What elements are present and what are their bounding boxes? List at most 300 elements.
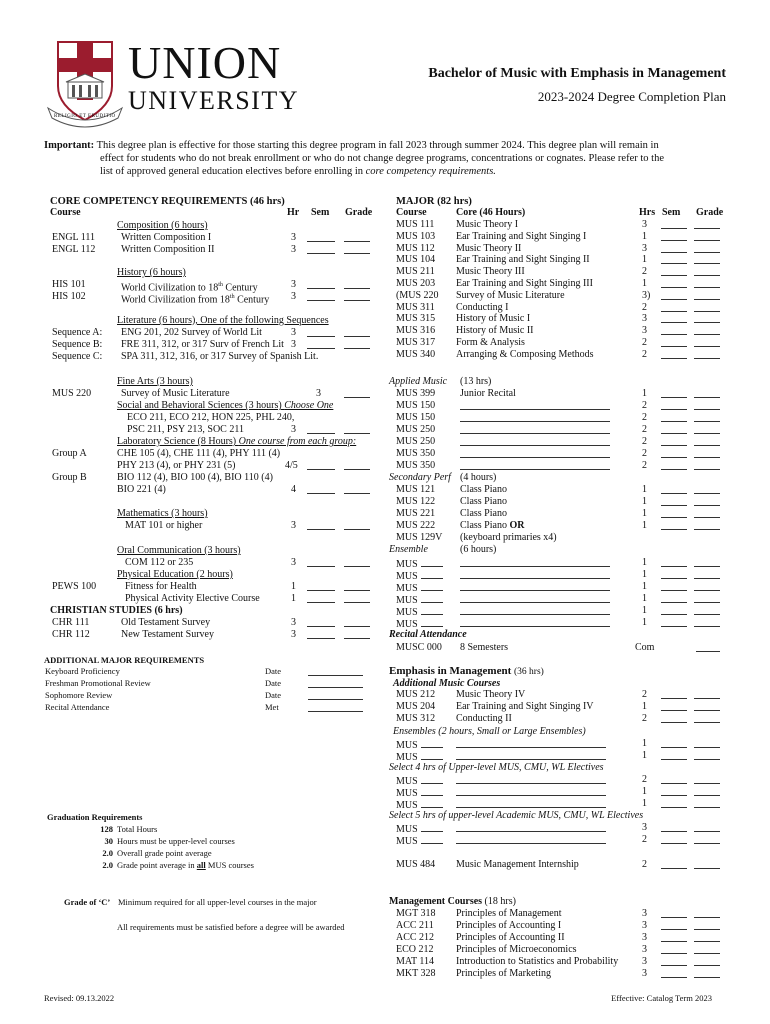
course-row	[0, 956, 770, 968]
course-row	[0, 689, 770, 701]
sem-blank[interactable]	[661, 822, 687, 832]
graduation-text-c: MUS courses	[205, 860, 254, 870]
course-code-text: MUS 121	[396, 484, 436, 495]
mgmt-hrs: (18 hrs)	[484, 896, 516, 907]
sem-blank[interactable]	[661, 278, 687, 288]
course-number-blank[interactable]	[421, 617, 443, 627]
course-name	[456, 944, 577, 956]
add-music-label: Additional Music Courses	[393, 678, 501, 689]
course-code	[396, 834, 443, 848]
course-code-text: MUS 112	[396, 242, 435, 254]
course-name-blank[interactable]	[456, 750, 606, 760]
course-number-blank[interactable]	[421, 569, 443, 579]
grade-blank[interactable]	[694, 496, 720, 506]
course-row	[0, 593, 770, 605]
course-row	[0, 325, 770, 337]
course-name-blank[interactable]	[460, 581, 610, 591]
course-code	[396, 412, 435, 424]
additional-label: Keyboard Proficiency	[45, 666, 120, 676]
grade-blank[interactable]	[694, 325, 720, 335]
sem-blank[interactable]	[661, 557, 687, 567]
course-row	[0, 908, 770, 920]
course-hr: 2	[642, 266, 647, 278]
course-hr: 1	[642, 593, 647, 604]
course-row	[0, 834, 770, 846]
course-name-blank[interactable]	[460, 593, 610, 603]
course-row	[0, 313, 770, 325]
sem-blank[interactable]	[661, 908, 687, 918]
grade-blank[interactable]	[694, 254, 720, 264]
course-name-text: Ear Training and Sight Singing III	[456, 278, 593, 289]
course-code-text: MUS 212	[396, 689, 436, 700]
logo-line1: UNION	[128, 37, 282, 88]
course-name-text: Conducting II	[456, 713, 512, 724]
course-name-blank[interactable]	[456, 786, 606, 796]
course-code-text: MUS 203	[396, 278, 436, 289]
course-code	[396, 302, 435, 314]
grade-blank[interactable]	[694, 508, 720, 518]
grade-blank[interactable]	[694, 484, 720, 494]
course-number-blank[interactable]	[421, 605, 443, 615]
sem-blank[interactable]	[661, 701, 687, 711]
course-name-text: History of Music I	[456, 313, 531, 325]
course-hr: 3	[291, 557, 296, 568]
graduation-text-b: all	[196, 860, 206, 870]
grade-blank[interactable]	[694, 219, 720, 229]
grade-blank[interactable]	[694, 388, 720, 398]
course-number-blank[interactable]	[421, 593, 443, 603]
graduation-row	[0, 847, 380, 859]
sem-blank[interactable]	[661, 968, 687, 978]
ordinal-suffix: th	[229, 294, 235, 300]
sem-blank[interactable]	[661, 219, 687, 229]
course-hr: 2	[642, 400, 647, 411]
course-code	[396, 956, 434, 968]
gradec-text: Minimum required for all upper-level courses in the major	[118, 897, 317, 907]
sem-blank[interactable]	[661, 496, 687, 506]
course-name: COM 112 or 235	[125, 557, 194, 568]
course-hr: 1	[642, 605, 647, 616]
course-hr: 2	[642, 689, 647, 700]
grade-blank[interactable]	[694, 822, 720, 832]
course-hr: 2	[642, 337, 647, 348]
grade-blank[interactable]	[694, 774, 720, 784]
graduation-num: 128	[100, 824, 113, 834]
sem-blank[interactable]	[661, 834, 687, 844]
course-number-blank[interactable]	[421, 798, 443, 808]
grade-blank[interactable]	[694, 908, 720, 918]
sem-blank[interactable]	[661, 448, 687, 458]
course-code: Sequence B:	[52, 339, 103, 350]
grade-blank[interactable]	[694, 617, 720, 627]
grade-blank[interactable]	[694, 569, 720, 579]
applied-label-row	[0, 376, 770, 388]
course-name-blank[interactable]	[460, 412, 610, 422]
course-number-blank[interactable]	[421, 774, 443, 784]
sem-blank[interactable]	[661, 349, 687, 359]
ens-label: Ensembles (2 hours, Small or Large Ensembles)	[393, 726, 586, 737]
course-hr: 1	[642, 798, 647, 809]
course-name-text: World Civilization from 18	[121, 294, 230, 306]
sem-blank[interactable]	[307, 629, 335, 639]
grade-blank[interactable]	[696, 642, 720, 652]
course-name: Music Management Internship	[456, 859, 579, 870]
course-code-text: MUS 222	[396, 520, 436, 531]
sem-blank[interactable]	[661, 266, 687, 276]
course-name	[460, 496, 507, 508]
internship-row	[0, 859, 770, 871]
grade-blank[interactable]	[694, 786, 720, 796]
course-name	[456, 908, 562, 920]
course-name	[456, 325, 534, 337]
ensemble-label-row	[0, 544, 770, 556]
course-name	[456, 266, 525, 278]
course-name: MAT 101 or higher	[125, 520, 203, 531]
course-name	[456, 920, 561, 932]
course-row	[0, 412, 770, 424]
grade-blank[interactable]	[694, 290, 720, 300]
course-code: Sequence C:	[52, 351, 103, 362]
course-code: Group A	[52, 448, 87, 459]
course-name	[456, 689, 525, 701]
course-code	[396, 243, 435, 255]
graduation-text-a: Grade point average in	[117, 860, 197, 870]
course-name: (keyboard primaries x4)	[460, 532, 557, 543]
sem-blank[interactable]	[661, 713, 687, 723]
course-name-blank[interactable]	[456, 738, 606, 748]
grade-blank[interactable]	[694, 932, 720, 942]
course-hr: 2	[642, 348, 647, 360]
course-name-blank[interactable]	[460, 424, 610, 434]
grade-blank[interactable]	[694, 400, 720, 410]
course-hr: 3	[291, 339, 296, 350]
grade-blank[interactable]	[694, 738, 720, 748]
course-hr: 1	[291, 593, 296, 604]
ensemble-label: Ensemble	[389, 544, 428, 555]
course-row	[0, 557, 770, 569]
course-hr: 1	[291, 581, 296, 592]
course-code-text: MUS	[396, 559, 418, 570]
sem-blank[interactable]	[661, 243, 687, 253]
course-code-text: MUS 316	[396, 325, 436, 337]
course-code: HIS 101	[52, 279, 86, 290]
course-name-blank[interactable]	[456, 798, 606, 808]
course-name	[456, 968, 551, 980]
grade-blank[interactable]	[694, 920, 720, 930]
course-code	[396, 496, 435, 508]
course-name: 8 Semesters	[460, 642, 509, 653]
course-name-text: World Civilization to 18	[121, 282, 219, 294]
course-number-blank[interactable]	[421, 557, 443, 567]
course-hr: 1	[642, 496, 647, 507]
sem-blank[interactable]	[661, 337, 687, 347]
course-row	[0, 798, 770, 810]
grade-blank[interactable]	[694, 412, 720, 422]
course-name-blank[interactable]	[456, 822, 606, 832]
course-code: MUS 484	[396, 859, 436, 870]
course-name	[456, 302, 509, 314]
course-name-text: Junior Recital	[460, 388, 516, 399]
sem-blank[interactable]	[661, 313, 687, 323]
all-requirements: All requirements must be satisfied before a degree will be awarded	[117, 922, 345, 932]
course-number-blank[interactable]	[421, 786, 443, 796]
fine-title: Fine Arts (3 hours)	[117, 376, 193, 387]
grade-blank[interactable]	[694, 436, 720, 446]
secondary-label: Secondary Perf	[389, 472, 451, 483]
important-line2: effect for students who do not break enrollment or who do not change degree programs, concentrations or cognates. Please refer to the	[100, 153, 664, 164]
course-hr: 3	[291, 244, 296, 255]
sem-blank[interactable]	[661, 956, 687, 966]
course-row	[0, 569, 770, 581]
grade-blank[interactable]	[694, 278, 720, 288]
course-hr: 3	[642, 920, 647, 931]
grade-blank[interactable]	[694, 593, 720, 603]
grade-blank[interactable]	[344, 629, 370, 639]
sem-blank[interactable]	[661, 508, 687, 518]
grade-blank[interactable]	[694, 581, 720, 591]
grade-blank[interactable]	[694, 956, 720, 966]
sem-blank[interactable]	[661, 231, 687, 241]
course-name-text: Conducting I	[456, 301, 509, 313]
course-hr: 2	[642, 834, 647, 845]
course-name-blank[interactable]	[460, 557, 610, 567]
course-hr: 3	[642, 908, 647, 919]
grade-blank[interactable]	[694, 302, 720, 312]
course-row	[0, 231, 770, 243]
course-code-text: MUS 311	[396, 301, 435, 313]
course-name-text: Principles of Accounting I	[456, 920, 562, 931]
course-name-blank[interactable]	[460, 460, 610, 470]
grade-blank[interactable]	[694, 944, 720, 954]
course-name-blank[interactable]	[460, 448, 610, 458]
course-code-text: MAT 114	[396, 956, 435, 967]
course-code: PEWS 100	[52, 581, 97, 592]
sem-blank[interactable]	[661, 436, 687, 446]
important-label: Important:	[44, 140, 95, 151]
sem-blank[interactable]	[661, 920, 687, 930]
course-name-blank[interactable]	[460, 605, 610, 615]
sem-blank[interactable]	[661, 738, 687, 748]
grade-blank[interactable]	[694, 520, 720, 530]
course-code-text: MUS 104	[396, 254, 436, 266]
sem-blank[interactable]	[661, 569, 687, 579]
important-line3	[100, 165, 496, 178]
course-row	[0, 713, 770, 725]
additional-tag: Date	[265, 678, 282, 688]
core-title: CORE COMPETENCY REQUIREMENTS (46 hrs)	[50, 196, 285, 207]
course-name-text: Ear Training and Sight Singing IV	[456, 701, 594, 712]
course-number-blank[interactable]	[421, 581, 443, 591]
course-number-blank[interactable]	[421, 822, 443, 832]
grade-blank[interactable]	[694, 243, 720, 253]
course-hr: 3	[642, 242, 647, 254]
course-hr: 3	[291, 629, 296, 640]
mgmt-label: Management Courses	[389, 896, 483, 907]
course-name	[456, 337, 525, 349]
sem-blank[interactable]	[661, 605, 687, 615]
major-col-sem: Sem	[662, 207, 681, 218]
grade-blank[interactable]	[694, 337, 720, 347]
course-code: ENGL 112	[52, 244, 96, 255]
course-name: CHE 105 (4), CHE 111 (4), PHY 111 (4)	[117, 448, 281, 459]
course-hr: 3	[642, 822, 647, 833]
grade-blank[interactable]	[694, 460, 720, 470]
grade-blank[interactable]	[694, 424, 720, 434]
course-name-blank[interactable]	[460, 436, 610, 446]
sem-blank[interactable]	[661, 484, 687, 494]
sem-blank[interactable]	[661, 859, 687, 869]
course-name-blank[interactable]	[460, 569, 610, 579]
course-code-text: MUS	[396, 607, 418, 618]
grade-blank[interactable]	[694, 266, 720, 276]
course-name-text: Survey of Music Literature	[456, 289, 565, 301]
applied-label: Applied Music	[389, 376, 448, 387]
course-row	[0, 460, 770, 472]
mus129-row	[0, 532, 770, 544]
additional-blank[interactable]	[308, 666, 363, 676]
course-name-blank[interactable]	[460, 400, 610, 410]
course-code: ENGL 111	[52, 232, 96, 243]
course-hr: 2	[642, 859, 647, 870]
course-name-text: Principles of Marketing	[456, 968, 551, 979]
course-hr: 1	[642, 508, 647, 519]
grade-blank[interactable]	[694, 968, 720, 978]
course-hr: 2	[642, 713, 647, 724]
course-row	[0, 436, 770, 448]
grade-blank[interactable]	[694, 689, 720, 699]
grade-blank[interactable]	[694, 231, 720, 241]
course-code: Group B	[52, 472, 87, 483]
grade-blank[interactable]	[694, 798, 720, 808]
grade-blank[interactable]	[694, 701, 720, 711]
course-code-text: ACC 211	[396, 920, 434, 931]
course-name-tail: Century	[234, 294, 270, 306]
course-name-blank[interactable]	[460, 617, 610, 627]
sem-blank[interactable]	[661, 424, 687, 434]
sem-blank[interactable]	[661, 290, 687, 300]
math-title: Mathematics (3 hours)	[117, 508, 208, 519]
soc-line1: ECO 211, ECO 212, HON 225, PHL 240,	[127, 412, 295, 423]
course-code-text: MUS	[396, 583, 418, 594]
sem-blank[interactable]	[661, 617, 687, 627]
additional-tag: Date	[265, 690, 282, 700]
course-code-text: MUS 312	[396, 713, 436, 724]
lit-title: Literature (6 hours), One of the following Sequences	[117, 315, 329, 326]
course-row	[0, 581, 770, 593]
sem-blank[interactable]	[661, 932, 687, 942]
sem-blank[interactable]	[661, 460, 687, 470]
important-line1: This degree plan is effective for those starting this degree program in fall 2023 through summer 2024. This degree plan will remain in	[96, 140, 659, 151]
sem-blank[interactable]	[661, 520, 687, 530]
course-code-text: MUS 250	[396, 436, 436, 447]
course-name-text: Music Theory I	[456, 219, 519, 230]
course-name	[460, 388, 516, 400]
course-number-blank[interactable]	[421, 738, 443, 748]
course-row	[0, 822, 770, 834]
sem-blank[interactable]	[661, 302, 687, 312]
lab-title-a: Laboratory Science (8 Hours)	[117, 436, 239, 447]
sem-blank[interactable]	[661, 944, 687, 954]
ordinal-suffix: th	[218, 282, 223, 288]
additional-row	[0, 666, 380, 678]
grade-blank[interactable]	[694, 349, 720, 359]
additional-tag: Met	[265, 702, 279, 712]
course-row	[0, 605, 770, 617]
course-hr: 3	[642, 968, 647, 979]
sem-blank[interactable]	[661, 325, 687, 335]
grade-blank[interactable]	[694, 313, 720, 323]
page-title: Bachelor of Music with Emphasis in Management	[428, 66, 726, 81]
sem-blank[interactable]	[661, 689, 687, 699]
course-name	[460, 520, 524, 532]
course-row	[0, 388, 770, 400]
course-name	[460, 484, 507, 496]
course-code-text: MUS 150	[396, 400, 436, 411]
course-hr: 4	[291, 484, 296, 495]
course-number-blank[interactable]	[421, 750, 443, 760]
grade-blank[interactable]	[694, 834, 720, 844]
course-code	[396, 254, 435, 266]
gradec-label: Grade of ‘C’	[64, 897, 111, 907]
course-code-text: MKT 328	[396, 968, 436, 979]
course-code-text: (MUS 220	[396, 289, 439, 301]
sem-blank[interactable]	[661, 400, 687, 410]
sem-blank[interactable]	[661, 798, 687, 808]
course-code-text: MUS	[396, 788, 418, 799]
comp-title: Composition (6 hours)	[117, 220, 208, 231]
sem-blank[interactable]	[661, 593, 687, 603]
course-hr: 3	[291, 291, 296, 302]
lab-title-b: One course from each group:	[238, 436, 357, 447]
grade-blank[interactable]	[694, 750, 720, 760]
sem-blank[interactable]	[661, 388, 687, 398]
sem-blank[interactable]	[661, 412, 687, 422]
course-hr: 3	[291, 232, 296, 243]
grade-blank[interactable]	[694, 713, 720, 723]
course-hr: 4/5	[285, 460, 298, 471]
emphasis-title	[389, 665, 544, 678]
course-hr: 2	[642, 774, 647, 785]
additional-blank[interactable]	[308, 678, 363, 688]
course-name-text: Written Composition I	[121, 232, 212, 243]
ensemble-hrs: (6 hours)	[460, 544, 497, 555]
sem-blank[interactable]	[661, 750, 687, 760]
course-row	[0, 219, 770, 231]
course-code-text: MUS	[396, 836, 418, 847]
course-row	[0, 944, 770, 956]
grade-blank[interactable]	[694, 859, 720, 869]
grade-blank[interactable]	[694, 557, 720, 567]
grade-blank[interactable]	[694, 605, 720, 615]
course-code-text: MUS	[396, 776, 418, 787]
course-name-text: Old Testament Survey	[121, 617, 211, 628]
course-name-text: Music Theory II	[456, 242, 522, 254]
sem-blank[interactable]	[661, 786, 687, 796]
course-code-text: MUS 211	[396, 266, 435, 278]
sem-blank[interactable]	[661, 254, 687, 264]
grade-blank[interactable]	[694, 448, 720, 458]
sel4-label: Select 4 hrs of Upper-level MUS, CMU, WL Electives	[389, 762, 604, 773]
course-number-blank[interactable]	[421, 834, 443, 844]
course-row	[0, 738, 770, 750]
sem-blank[interactable]	[661, 581, 687, 591]
course-name-blank[interactable]	[456, 774, 606, 784]
sem-blank[interactable]	[661, 774, 687, 784]
course-name-text: Form & Analysis	[456, 337, 525, 348]
course-row	[0, 786, 770, 798]
course-name-blank[interactable]	[456, 834, 606, 844]
course-row	[0, 774, 770, 786]
